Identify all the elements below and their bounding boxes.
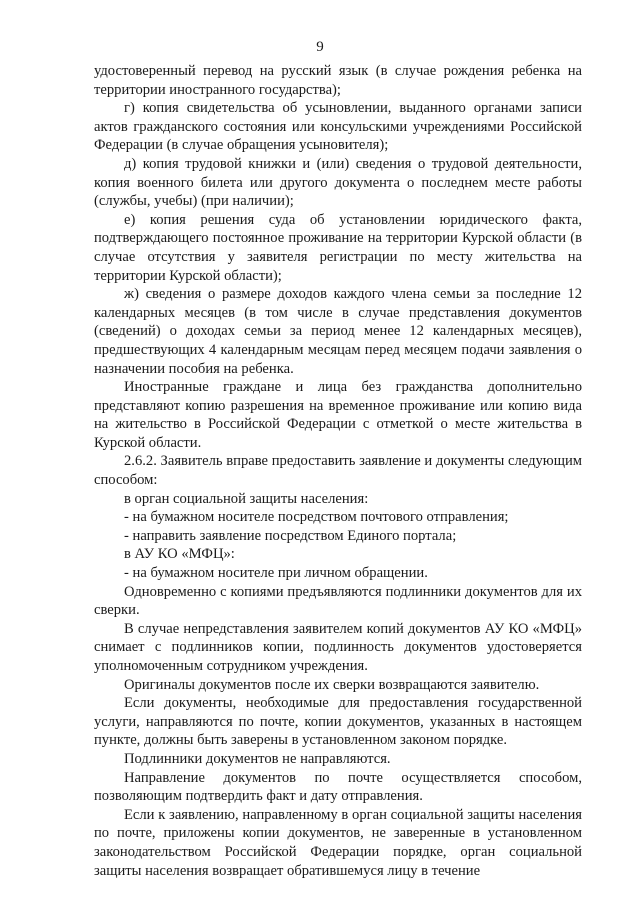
paragraph: ж) сведения о размере доходов каждого члена семьи за последние 12 календарных месяцев (в том числе в случае представления документов (сведений) о доходах семьи за период менее 12 календарных месяцев), предшествующих 4 календарным месяцам перед месяцем подачи заявления о назначении пособия на ребенка. [94,286,582,377]
document-body [94,62,582,880]
paragraph: Если к заявлению, направленному в орган социальной защиты населения по почте, приложены копии документов, не заверенные в установленном законодательством Российской Федерации порядке, орган социальной защиты населения возвращает обратившемуся лицу в течение [94,806,582,879]
paragraph: - направить заявление посредством Единого портала; [124,527,457,544]
paragraph: Направление документов по почте осуществляется способом, позволяющим подтвердить факт и дату отправления. [94,769,582,805]
page-number: 9 [316,39,324,55]
paragraph: - на бумажном носителе посредством почтового отправления; [124,509,509,526]
paragraph: удостоверенный перевод на русский язык (в случае рождения ребенка на территории иностранного государства); [94,63,582,98]
paragraph: Одновременно с копиями предъявляются подлинники документов для их сверки. [94,583,582,619]
paragraph: Иностранные граждане и лица без гражданства дополнительно представляют копию разрешения на временное проживание или копию вида на жительство в Российской Федерации с отметкой о месте жительства в Курской области. [94,379,582,451]
paragraph: в АУ КО «МФЦ»: [124,546,235,563]
paragraph: Если документы, необходимые для предоставления государственной услуги, направляются по почте, копии документов, указанных в настоящем пункте, должны быть заверены в установленном законом порядке. [94,695,582,749]
paragraph: 2.6.2. Заявитель вправе предоставить заявление и документы следующим способом: [94,453,582,489]
paragraph: в орган социальной защиты населения: [124,490,369,507]
paragraph: е) копия решения суда об установлении юридического факта, подтверждающего постоянное проживание на территории Курской области (в случае отсутствия у заявителя регистрации по месту жительства на территории Курской области); [94,211,582,284]
paragraph: д) копия трудовой книжки и (или) сведения о трудовой деятельности, копия военного билета или другого документа о последнем месте работы (службы, учебы) (при наличии); [94,155,582,210]
paragraph: г) копия свидетельства об усыновлении, выданного органами записи актов гражданского состояния или консульскими учреждениями Российской Федерации (в случае обращения усыновителя); [94,100,582,154]
paragraph: В случае непредставления заявителем копий документов АУ КО «МФЦ» снимает с подлинников копии, подлинность документов удостоверяется уполномоченным сотрудником учреждения. [94,620,582,674]
paragraph: Подлинники документов не направляются. [124,750,391,767]
paragraph: - на бумажном носителе при личном обращении. [124,565,428,582]
paragraph: Оригиналы документов после их сверки возвращаются заявителю. [124,676,540,693]
